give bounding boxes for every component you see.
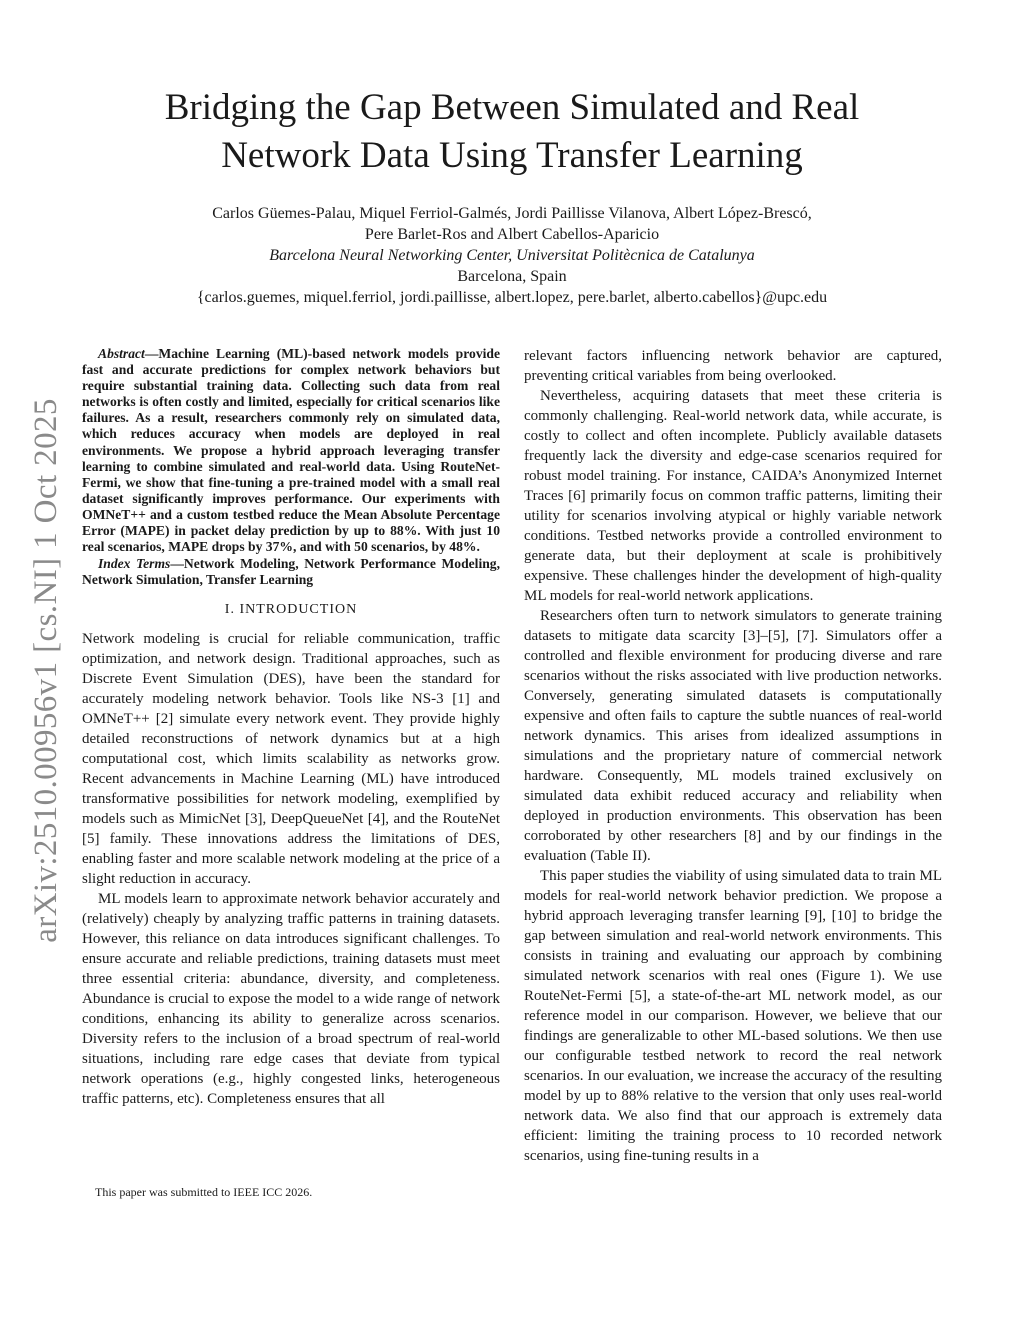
index-terms	[82, 556, 500, 588]
affiliation: Barcelona Neural Networking Center, Universitat Politècnica de Catalunya	[269, 247, 755, 264]
author-block	[82, 203, 942, 308]
arxiv-identifier	[26, 390, 66, 950]
abstract-label: Abstract	[98, 346, 145, 361]
email-list: {carlos.guemes, miquel.ferriol, jordi.paillisse, albert.lopez, pere.barlet, alberto.cabellos}@upc.edu	[196, 289, 828, 306]
left-column	[82, 346, 500, 1109]
title-line-2: Network Data Using Transfer Learning	[221, 135, 803, 176]
body-paragraph: ML models learn to approximate network behavior accurately and (relatively) cheaply by analyzing traffic patterns in training datasets. However, this reliance on data introduces significant challenges. To ensure accurate and reliable predictions, training datasets must meet three essential criteria: abundance, diversity, and completeness. Abundance is crucial to expose the model to a wide range of network conditions, enhancing its ability to generalize across scenarios. Diversity refers to the inclusion of a broad spectrum of real-world situations, including rare edge cases that deviate from typical network operations (e.g., highly congested links, heterogeneous traffic patterns, etc). Completeness ensures that all	[82, 891, 500, 1108]
index-terms-text: —Network Modeling, Network Performance Modeling, Network Simulation, Transfer Learning	[82, 556, 500, 588]
paper-title	[82, 84, 942, 180]
abstract-text: —Machine Learning (ML)-based network models provide fast and accurate predictions for complex network behaviors but require substantial training data. Collecting such data from real networks is often costly and limited, especially for critical scenarios like failures. As a result, researchers commonly rely on simulated data, which reduces accuracy when models are deployed in real environments. We propose a hybrid approach leveraging transfer learning to combine simulated and real-world data. Using RouteNet-Fermi, we show that fine-tuning a pre-trained model with a small real dataset significantly improves performance. Our experiments with OMNeT++ and a custom testbed reduce the Mean Absolute Percentage Error (MAPE) in packet delay prediction by up to 88%. With just 10 real scenarios, MAPE drops by 37%, and with 50 scenarios, by 48%.	[82, 346, 500, 555]
body-paragraph: Researchers often turn to network simulators to generate training datasets to mitigate data scarcity [3]–[5], [7]. Simulators offer a controlled and flexible environment for producing diverse and rare scenarios without the risks associated with live production networks. Conversely, generating simulated datasets is computationally expensive and often fails to capture the subtle nuances of real-world network dynamics. This arises from idealized assumptions in simulations and the proprietary nature of commercial network hardware. Consequently, ML models trained exclusively on simulated data exhibit reduced accuracy and reliability when deployed in production environments. This observation has been corroborated by other researchers [8] and by our findings in the evaluation (Table II).	[524, 608, 942, 864]
index-terms-label: Index Terms	[98, 556, 171, 572]
section-heading-introduction: I. INTRODUCTION	[224, 602, 358, 618]
arxiv-identifier-text: arXiv:2510.00956v1 [cs.NI] 1 Oct 2025	[27, 397, 64, 943]
abstract	[82, 346, 500, 555]
body-paragraph: Network modeling is crucial for reliable communication, traffic optimization, and network design. Traditional approaches, such as Discrete Event Simulation (DES), have been the standard for accurately modeling network behavior. Tools like NS-3 [1] and OMNeT++ [2] simulate every network event. They provide highly detailed reconstructions of network dynamics but at a high computational cost, which limits scalability as networks grow. Recent advancements in Machine Learning (ML) have introduced transformative possibilities for network modeling, exemplified by models such as MimicNet [3], DeepQueueNet [4], and the RouteNet [5] family. These innovations address the limitations of DES, enabling faster and more scalable network modeling at the price of a slight reduction in accuracy.	[82, 631, 500, 888]
body-paragraph: Nevertheless, acquiring datasets that meet these criteria is commonly challenging. Real-world network data, while accurate, is costly to collect and often incomplete. Publicly available datasets frequently lack the diversity and edge-case scenarios required for robust model training. For instance, CAIDA’s Anonymized Internet Traces [6] primarily focus on common traffic patterns, limiting their utility for scenarios involving atypical or highly variable network conditions. Testbed networks provide a controlled environment to generate data, but their deployment at scale is prohibitively expensive. These challenges hinder the development of high-quality ML models for real-world network applications.	[524, 388, 942, 604]
location: Barcelona, Spain	[457, 268, 567, 285]
footnote: This paper was submitted to IEEE ICC 2026.	[95, 1185, 313, 1199]
title-line-1: Bridging the Gap Between Simulated and Real	[164, 87, 860, 128]
right-column	[524, 346, 942, 1166]
authors-line-2: Pere Barlet-Ros and Albert Cabellos-Aparicio	[364, 226, 660, 243]
body-paragraph: relevant factors influencing network behavior are captured, preventing critical variables from being overlooked.	[524, 348, 942, 384]
authors-line-1: Carlos Güemes-Palau, Miquel Ferriol-Galmés, Jordi Paillisse Vilanova, Albert López-Brescó,	[212, 205, 812, 222]
body-paragraph: This paper studies the viability of using simulated data to train ML models for real-world network behavior prediction. We propose a hybrid approach leveraging transfer learning [9], [10] to bridge the gap between simulation and real-world network environments. This consists in training and evaluating our approach by combining simulated network scenarios with real ones (Figure 1). We use RouteNet-Fermi [5], a state-of-the-art ML network model, as our reference model in our comparison. However, we believe that our findings are generalizable to other ML-based solutions. We then use our configurable testbed network to record the real network scenarios. In our evaluation, we increase the accuracy of the resulting model by up to 88% relative to the version that only uses real-world network data. We also find that our approach is extremely data efficient: limiting the training process to 10 recorded network scenarios, using fine-tuning results in a	[524, 868, 942, 1164]
